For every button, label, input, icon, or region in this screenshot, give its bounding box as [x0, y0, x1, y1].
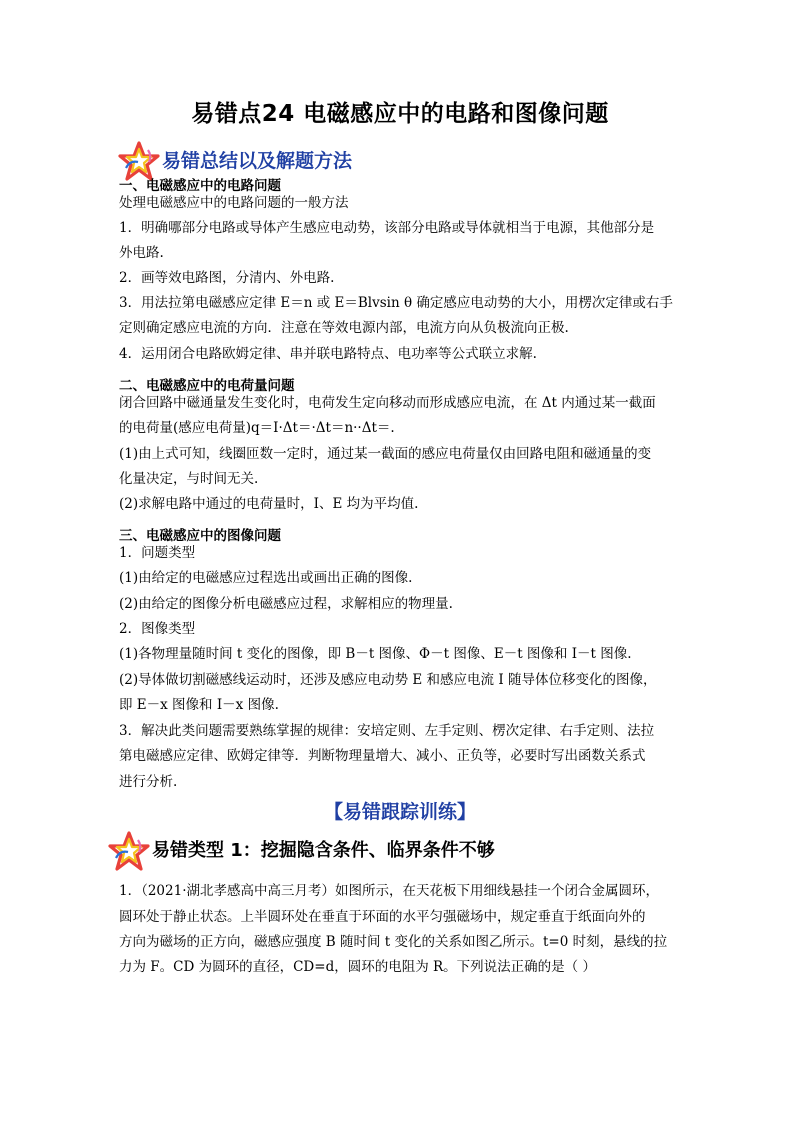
paragraph-line: 处理电磁感应中的电路问题的一般方法	[119, 195, 349, 211]
paragraph-line: 的电荷量(感应电荷量)q＝I·Δt＝·Δt＝n··Δt＝.	[119, 420, 395, 436]
section-heading: 二、电磁感应中的电荷量问题	[119, 378, 295, 394]
paragraph-line: (1)各物理量随时间 t 变化的图像，即 B－t 图像、Φ－t 图像、E－t 图像和 I－t 图像.	[119, 646, 632, 662]
question-line: 圆环处于静止状态。上半圆环处在垂直于环面的水平匀强磁场中，规定垂直于纸面向外的	[119, 909, 646, 925]
summary-heading: 易错总结以及解题方法	[162, 150, 353, 172]
training-title: 【易错跟踪训练】	[323, 801, 476, 823]
paragraph-line: 2．图像类型	[119, 621, 196, 637]
question-line: 方向为磁场的正方向，磁感应强度 B 随时间 t 变化的关系如图乙所示。t=0 时刻，悬线的拉	[119, 934, 668, 950]
paragraph-line: (2)求解电路中通过的电荷量时，I、E 均为平均值.	[119, 496, 419, 512]
question-line: 力为 F。CD 为圆环的直径，CD=d，圆环的电阻为 R。下列说法正确的是（ ）	[119, 959, 596, 975]
paragraph-line: (2)导体做切割磁感线运动时，还涉及感应电动势 E 和感应电流 I 随导体位移变化的图像，	[119, 672, 657, 688]
section-heading: 三、电磁感应中的图像问题	[119, 528, 281, 544]
paragraph-line: 第电磁感应定律、欧姆定律等．判断物理量增大、减小、正负等，必要时写出函数关系式	[119, 748, 646, 764]
page-title: 易错点24 电磁感应中的电路和图像问题	[191, 101, 609, 127]
paragraph-line: 1．问题类型	[119, 545, 196, 561]
paragraph-line: 2．画等效电路图，分清内、外电路.	[119, 270, 335, 286]
star-icon	[108, 830, 150, 872]
paragraph-line: 4．运用闭合电路欧姆定律、串并联电路特点、电功率等公式联立求解.	[119, 346, 537, 362]
paragraph-line: 进行分析.	[119, 774, 178, 790]
error-type-heading: 易错类型 1：挖掘隐含条件、临界条件不够	[152, 840, 495, 861]
paragraph-line: 化量决定，与时间无关.	[119, 471, 259, 487]
paragraph-line: 3．用法拉第电磁感应定律 E＝n 或 E＝Blvsin θ 确定感应电动势的大小，用楞次定律或右手	[119, 295, 673, 311]
paragraph-line: (1)由给定的电磁感应过程选出或画出正确的图像.	[119, 570, 413, 586]
paragraph-line: 即 E－x 图像和 I－x 图像.	[119, 697, 279, 713]
paragraph-line: 闭合回路中磁通量发生变化时，电荷发生定向移动而形成感应电流，在 Δt 内通过某一截面	[119, 395, 656, 411]
section-heading: 一、电磁感应中的电路问题	[119, 178, 281, 194]
question-line: 1．（2021·湖北孝感高中高三月考）如图所示，在天花板下用细线悬挂一个闭合金属圆环，	[119, 883, 659, 899]
paragraph-line: 3．解决此类问题需要熟练掌握的规律：安培定则、左手定则、楞次定律、右手定则、法拉	[119, 723, 655, 739]
paragraph-line: 定则确定感应电流的方向．注意在等效电源内部，电流方向从负极流向正极.	[119, 320, 569, 336]
paragraph-line: (1)由上式可知，线圈匝数一定时，通过某一截面的感应电荷量仅由回路电阻和磁通量的变	[119, 446, 652, 462]
paragraph-line: 1．明确哪部分电路或导体产生感应电动势，该部分电路或导体就相当于电源，其他部分是	[119, 220, 655, 236]
paragraph-line: (2)由给定的图像分析电磁感应过程，求解相应的物理量.	[119, 596, 453, 612]
paragraph-line: 外电路.	[119, 245, 164, 261]
